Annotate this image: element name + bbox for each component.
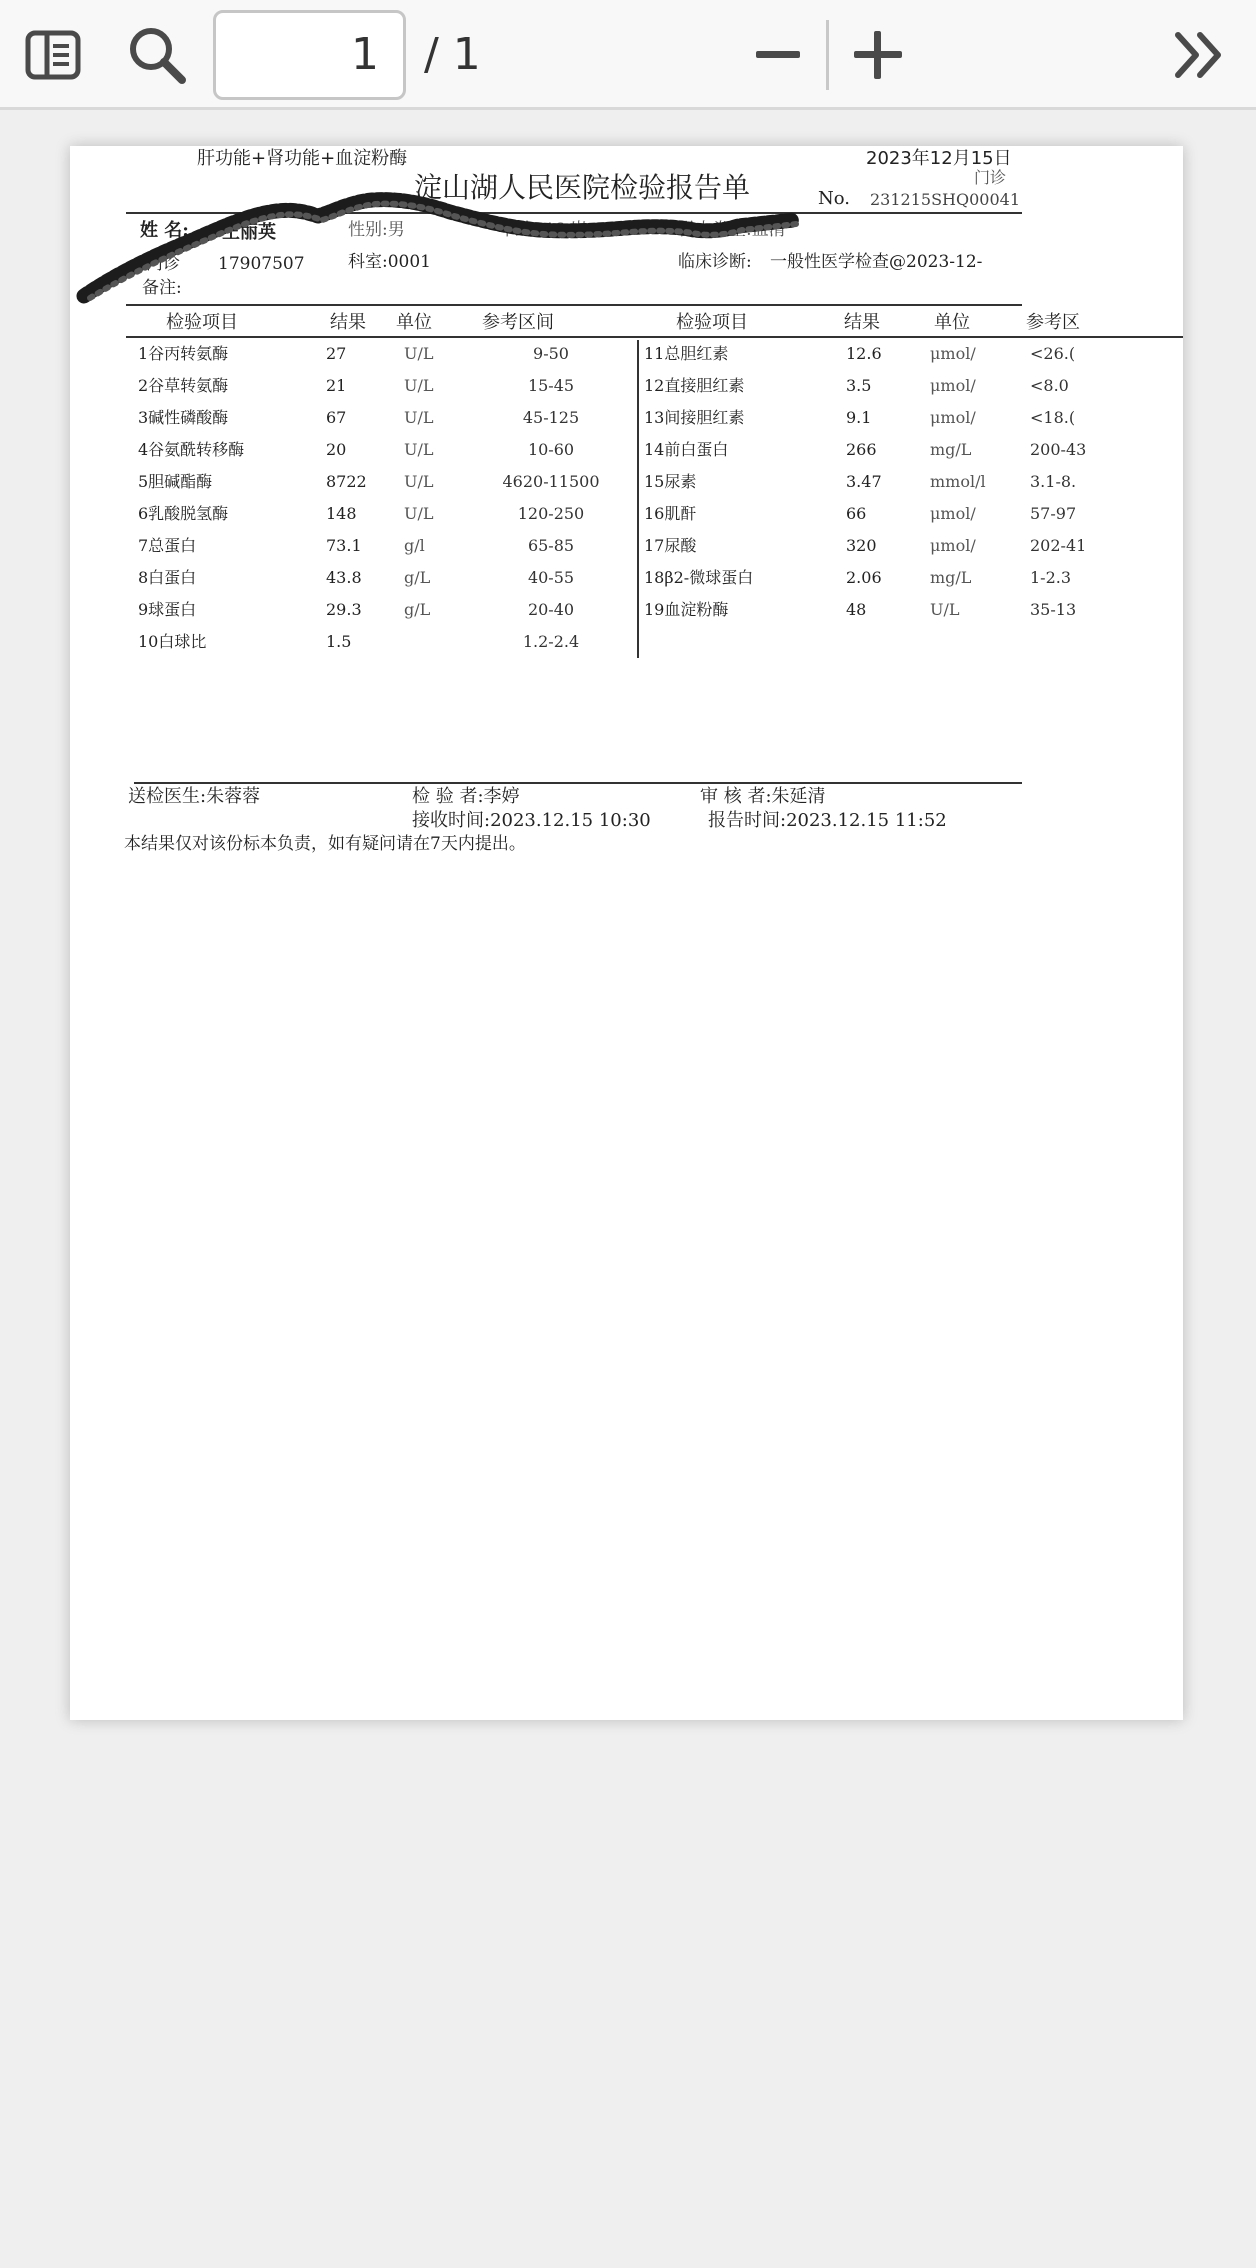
cell-unit: U/L	[404, 344, 434, 363]
cell-unit: U/L	[404, 376, 434, 395]
cell-unit: U/L	[930, 600, 960, 619]
report-date: 2023年12月15日	[866, 148, 1012, 169]
header-result: 结果	[330, 312, 366, 333]
cell-result: 27	[326, 344, 347, 363]
cell-range: 1-2.3	[1030, 568, 1072, 587]
cell-result: 320	[846, 536, 877, 555]
cell-range: 202-41	[1030, 536, 1087, 555]
cell-item: 15尿素	[644, 472, 697, 491]
cell-unit: U/L	[404, 408, 434, 427]
cell-range: 200-43	[1030, 440, 1087, 459]
table-header-rule	[126, 336, 1183, 338]
double-chevron-right-icon	[1172, 30, 1226, 80]
cell-unit: mg/L	[930, 440, 972, 459]
sample-type: 样本类型:血清	[678, 220, 786, 240]
cell-item: 19血淀粉酶	[644, 600, 729, 619]
cell-unit: μmol/	[930, 376, 976, 395]
cell-range: <8.0	[1030, 376, 1069, 395]
cell-item: 11总胆红素	[644, 344, 729, 363]
cell-unit: U/L	[404, 504, 434, 523]
cell-range: 1.2-2.4	[522, 632, 580, 651]
header-item-2: 检验项目	[676, 312, 748, 333]
cell-result: 9.1	[846, 408, 872, 427]
cell-range: <26.(	[1030, 344, 1076, 363]
reviewer: 审 核 者:朱延清	[700, 786, 826, 807]
cell-range: 35-13	[1030, 600, 1077, 619]
cell-result: 2.06	[846, 568, 882, 587]
sidebar-toggle-icon	[25, 30, 81, 80]
table-column-divider	[637, 340, 639, 658]
tester: 检 验 者:李婷	[412, 786, 520, 807]
cell-result: 43.8	[326, 568, 362, 587]
cell-range: 9-50	[533, 344, 569, 363]
cell-unit: μmol/	[930, 536, 976, 555]
cell-range: 10-60	[527, 440, 575, 459]
cell-result: 1.5	[326, 632, 352, 651]
cell-range: 20-40	[527, 600, 575, 619]
gender: 性别:男	[348, 220, 405, 240]
pdf-toolbar	[0, 0, 1256, 110]
cell-result: 3.47	[846, 472, 882, 491]
sidebar-toggle-button[interactable]	[22, 26, 84, 84]
age: 年龄: 46 岁	[498, 220, 588, 240]
disclaimer: 本结果仅对该份标本负责，如有疑问请在7天内提出。	[124, 834, 526, 854]
header-rule	[126, 212, 1022, 214]
header-unit: 单位	[396, 312, 432, 333]
header-item: 检验项目	[166, 312, 238, 333]
department: 科室:0001	[348, 252, 431, 272]
cell-item: 1谷丙转氨酶	[138, 344, 229, 363]
cell-unit: μmol/	[930, 344, 976, 363]
cell-item: 7总蛋白	[138, 536, 197, 555]
zoom-out-button[interactable]	[748, 22, 808, 88]
cell-unit: U/L	[404, 472, 434, 491]
cell-range: <18.(	[1030, 408, 1076, 427]
cell-item: 12直接胆红素	[644, 376, 745, 395]
more-tools-button[interactable]	[1168, 24, 1230, 86]
diagnosis-label: 临床诊断:	[678, 252, 752, 272]
cell-item: 13间接胆红素	[644, 408, 745, 427]
cell-item: 3碱性磷酸酶	[138, 408, 229, 427]
cell-unit: μmol/	[930, 408, 976, 427]
toolbar-divider	[826, 20, 829, 90]
cell-result: 67	[326, 408, 347, 427]
header-result-2: 结果	[844, 312, 880, 333]
cell-result: 21	[326, 376, 347, 395]
cell-result: 73.1	[326, 536, 362, 555]
cell-unit: mg/L	[930, 568, 972, 587]
visit-type: 门诊	[974, 168, 1007, 187]
diagnosis-value: 一般性医学检查@2023-12-	[770, 252, 983, 272]
header-range: 参考区间	[482, 312, 554, 333]
cell-range: 65-85	[527, 536, 575, 555]
cell-range: 120-250	[517, 504, 585, 523]
footer-rule	[134, 782, 1022, 784]
table-top-rule	[126, 304, 1022, 306]
report-title: 淀山湖人民医院检验报告单	[414, 171, 751, 204]
document-page	[70, 146, 1183, 1720]
cell-unit: mmol/l	[930, 472, 986, 491]
cell-item: 8白蛋白	[138, 568, 197, 587]
zoom-in-button[interactable]	[848, 22, 908, 88]
minus-icon	[754, 50, 802, 60]
cell-result: 8722	[326, 472, 367, 491]
page-total-label: / 1	[424, 29, 481, 80]
page-number-input[interactable]: 1	[213, 10, 406, 100]
clinic-label: 门诊	[146, 254, 180, 274]
search-icon	[126, 24, 188, 86]
cell-range: 57-97	[1030, 504, 1077, 523]
cell-result: 66	[846, 504, 867, 523]
doctor: 送检医生:朱蓉蓉	[128, 786, 261, 807]
cell-unit: μmol/	[930, 504, 976, 523]
clinic-number: 17907507	[218, 254, 305, 274]
cell-result: 29.3	[326, 600, 362, 619]
cell-result: 12.6	[846, 344, 882, 363]
report-number: 231215SHQ00041	[870, 190, 1021, 209]
cell-unit: U/L	[404, 440, 434, 459]
header-range-2: 参考区	[1026, 312, 1080, 333]
cell-item: 14前白蛋白	[644, 440, 729, 459]
search-button[interactable]	[124, 22, 190, 88]
cell-range: 4620-11500	[502, 472, 600, 491]
cell-item: 9球蛋白	[138, 600, 197, 619]
report-number-label: No.	[818, 188, 850, 209]
cell-item: 6乳酸脱氢酶	[138, 504, 229, 523]
name-label: 姓 名:	[140, 220, 189, 241]
header-unit-2: 单位	[934, 312, 970, 333]
cell-item: 2谷草转氨酶	[138, 376, 229, 395]
cell-item: 4谷氨酰转移酶	[138, 440, 245, 459]
cell-result: 20	[326, 440, 347, 459]
cell-result: 3.5	[846, 376, 872, 395]
cell-range: 15-45	[527, 376, 575, 395]
reported-time: 报告时间:2023.12.15 11:52	[708, 810, 947, 831]
cell-unit: g/L	[404, 568, 431, 587]
cell-range: 40-55	[527, 568, 575, 587]
cell-result: 48	[846, 600, 867, 619]
cell-item: 16肌酐	[644, 504, 697, 523]
cell-item: 10白球比	[138, 632, 207, 651]
cell-range: 45-125	[522, 408, 580, 427]
plus-icon	[852, 29, 904, 81]
cell-result: 266	[846, 440, 877, 459]
cell-unit: g/L	[404, 600, 431, 619]
received-time: 接收时间:2023.12.15 10:30	[412, 810, 651, 831]
cell-result: 148	[326, 504, 357, 523]
test-name: 肝功能+肾功能+血淀粉酶	[197, 148, 408, 169]
cell-unit: g/l	[404, 536, 425, 555]
name-value: 王丽英	[222, 222, 276, 243]
remark-label: 备注:	[142, 278, 182, 298]
cell-item: 18β2-微球蛋白	[644, 568, 754, 587]
cell-range: 3.1-8.	[1030, 472, 1077, 491]
cell-item: 17尿酸	[644, 536, 697, 555]
cell-item: 5胆碱酯酶	[138, 472, 213, 491]
